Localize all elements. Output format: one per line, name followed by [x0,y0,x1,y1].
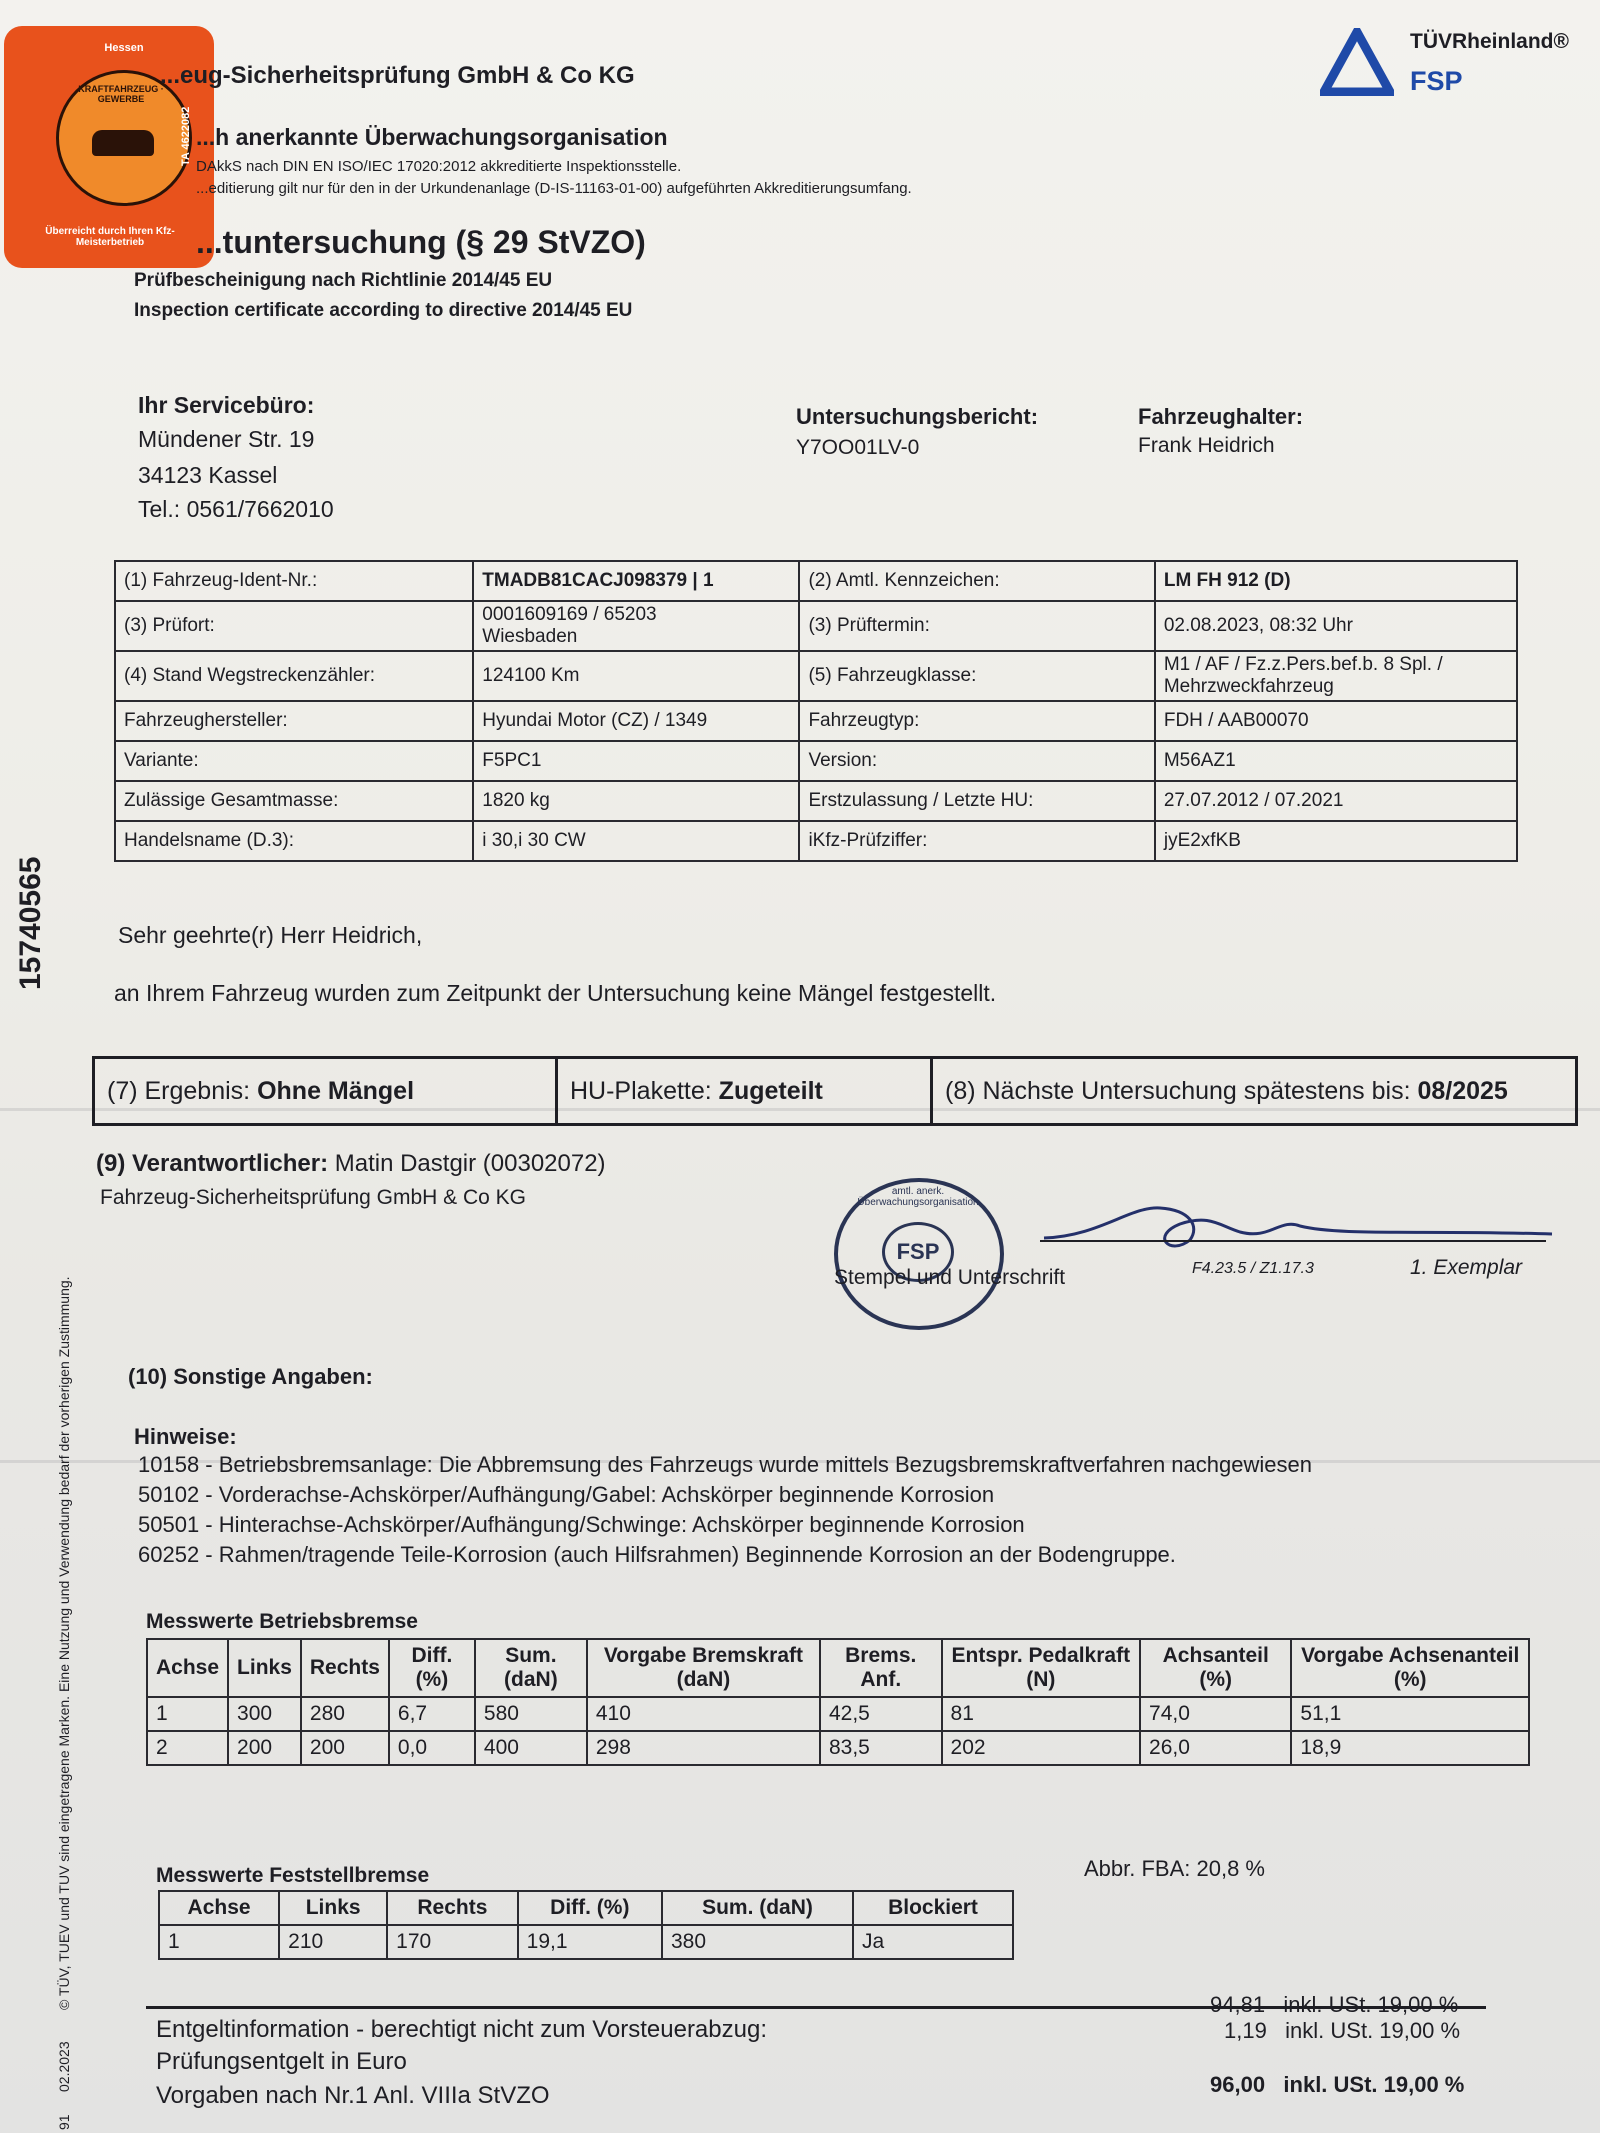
parking-column-header: Links [279,1891,387,1925]
hint-item: 50501 - Hinterachse-Achskörper/Aufhängung/Schwinge: Achskörper beginnende Korrosion [138,1512,1025,1537]
misc-label: (10) Sonstige Angaben: [128,1364,373,1389]
sticker-ring-text: KRAFTFAHRZEUG · GEWERBE [78,84,164,104]
table-row [147,1731,1529,1765]
brake-cell: 6,7 [389,1697,475,1731]
result-box [92,1056,1578,1126]
brake-cell: 81 [942,1697,1141,1731]
fee-amount-2-vat: inkl. USt. 19,00 % [1285,2018,1461,2043]
plakette-value: Zugeteilt [718,1076,823,1105]
plakette-label: HU-Plakette: [570,1076,712,1105]
vehicle-row [115,561,1517,601]
subtitle-en: Inspection certificate according to directive 2014/45 EU [134,300,633,321]
vehicle-field-value: F5PC1 [473,741,799,781]
vehicle-field-label: Handelsname (D.3): [115,821,473,861]
company-name: ...eug-Sicherheitsprüfung GmbH & Co KG [160,62,635,89]
result-plakette [558,1059,933,1123]
greeting: Sehr geehrte(r) Herr Heidrich, [118,922,423,948]
ergebnis-value: Ohne Mängel [257,1076,415,1105]
brake-cell: 83,5 [820,1731,942,1765]
vehicle-row [115,821,1517,861]
brake-cell: 200 [301,1731,389,1765]
service-phone: Tel.: 0561/7662010 [138,496,334,522]
fees-info: Entgeltinformation - berechtigt nicht zum Vorsteuerabzug: [156,2016,767,2043]
vehicle-row [115,701,1517,741]
hint-item: 10158 - Betriebsbremsanlage: Die Abbremsung des Fahrzeugs wurde mittels Bezugsbremskraftverfahren nachgewiesen [138,1452,1312,1477]
service-street: Mündener Str. 19 [138,426,315,452]
parking-column-header: Achse [159,1891,279,1925]
vehicle-field-label: (1) Fahrzeug-Ident-Nr.: [115,561,473,601]
fee-total [1210,2072,1464,2098]
vehicle-row [115,601,1517,651]
vehicle-field-value: LM FH 912 (D) [1155,561,1517,601]
brake-column-header: Sum. (daN) [475,1639,587,1697]
side-code: 91 [56,2114,72,2130]
brake-cell: 202 [942,1731,1141,1765]
vehicle-field-label: Erstzulassung / Letzte HU: [799,781,1154,821]
vehicle-field-label: Fahrzeughersteller: [115,701,473,741]
hints-list [138,1450,1312,1570]
vehicle-field-value: 124100 Km [473,651,799,701]
brake-column-header: Vorgabe Achsenanteil (%) [1291,1639,1529,1697]
fees-label: Prüfungsentgelt in Euro [156,2048,407,2075]
stamp-label: Stempel und Unterschrift [834,1266,1066,1289]
parking-column-header: Sum. (daN) [662,1891,853,1925]
sticker-top-text: Hessen [104,42,144,54]
vehicle-field-value: TMADB81CACJ098379 | 1 [473,561,799,601]
owner-name: Frank Heidrich [1138,434,1275,457]
brake-column-header: Entspr. Pedalkraft (N) [942,1639,1141,1697]
fee-amount-2 [1224,2018,1460,2044]
report-label: Untersuchungsbericht: [796,404,1039,429]
fee-total-vat: inkl. USt. 19,00 % [1283,2072,1465,2097]
official-stamp [834,1178,1004,1330]
fee-amount-2-value: 1,19 [1224,2018,1267,2043]
hint-item: 60252 - Rahmen/tragende Teile-Korrosion (auch Hilfsrahmen) Beginnende Korrosion an der Bodengruppe. [138,1542,1176,1567]
owner-label: Fahrzeughalter: [1138,404,1304,429]
vehicle-field-value: jyE2xfKB [1155,821,1517,861]
vehicle-field-value: 1820 kg [473,781,799,821]
car-icon [92,130,154,156]
brake-table-title: Messwerte Betriebsbremse [146,1610,418,1633]
parking-brake-table [158,1890,1014,1960]
vehicle-field-label: (5) Fahrzeugklasse: [799,651,1154,701]
table-row [159,1925,1013,1959]
side-document-number: 15740565 [14,856,47,990]
parking-cell: 170 [387,1925,518,1959]
vehicle-field-label: iKfz-Prüfziffer: [799,821,1154,861]
copy-number: 1. Exemplar [1410,1256,1523,1279]
fee-amount-1-vat: inkl. USt. 19,00 % [1283,1992,1459,2017]
vehicle-field-value: 02.08.2023, 08:32 Uhr [1155,601,1517,651]
parking-column-header: Rechts [387,1891,518,1925]
parking-header-row [159,1891,1013,1925]
side-legal-notice: © TÜV, TUEV und TUV sind eingetragene Marken. Eine Nutzung und Verwendung bedarf der vorherigen Zustimmung. [56,1276,72,2010]
brake-column-header: Vorgabe Bremskraft (daN) [587,1639,820,1697]
fee-amount-1 [1210,1992,1458,2018]
responsible-name: Matin Dastgir (00302072) [334,1150,606,1177]
parking-cell: 19,1 [518,1925,662,1959]
brake-cell: 2 [147,1731,228,1765]
document-title: ...tuntersuchung (§ 29 StVZO) [196,224,646,260]
parking-column-header: Diff. (%) [518,1891,662,1925]
brake-column-header: Brems. Anf. [820,1639,942,1697]
result-ergebnis [95,1059,558,1123]
fee-amount-1-value: 94,81 [1210,1992,1266,2017]
brake-cell: 200 [228,1731,301,1765]
vehicle-field-value: 27.07.2012 / 07.2021 [1155,781,1517,821]
vehicle-row [115,651,1517,701]
vehicle-field-value: Hyundai Motor (CZ) / 1349 [473,701,799,741]
vehicle-field-label: Zulässige Gesamtmasse: [115,781,473,821]
brake-cell: 1 [147,1697,228,1731]
hint-item: 50102 - Vorderachse-Achskörper/Aufhängung/Gabel: Achskörper beginnende Korrosion [138,1482,995,1507]
parking-cell: 210 [279,1925,387,1959]
sticker-bottom-text: Überreicht durch Ihren Kfz-Meisterbetrieb [45,226,175,248]
result-next-inspection [933,1059,1575,1123]
subtitle-de: Prüfbescheinigung nach Richtlinie 2014/45 EU [134,270,553,291]
ergebnis-label: (7) Ergebnis: [107,1076,251,1105]
fees-rule: Vorgaben nach Nr.1 Anl. VIIIa StVZO [156,2082,550,2109]
hints-label: Hinweise: [134,1424,237,1449]
brake-column-header: Links [228,1639,301,1697]
parking-table-title: Messwerte Feststellbremse [156,1864,430,1887]
stamp-fsp: FSP [882,1222,954,1282]
brake-column-header: Achsanteil (%) [1140,1639,1291,1697]
vehicle-field-value: 0001609169 / 65203 Wiesbaden [473,601,799,651]
vehicle-field-value: i 30,i 30 CW [473,821,799,861]
parking-cell: Ja [853,1925,1013,1959]
brake-cell: 280 [301,1697,389,1731]
next-inspection-label: (8) Nächste Untersuchung spätestens bis: [945,1076,1411,1105]
report-number: Y7OO01LV-0 [796,436,920,459]
parking-cell: 380 [662,1925,853,1959]
brake-cell: 74,0 [1140,1697,1291,1731]
vehicle-field-value: M56AZ1 [1155,741,1517,781]
sticker-number: TA 4622082 [180,106,192,166]
service-city: 34123 Kassel [138,462,278,488]
responsible-company: Fahrzeug-Sicherheitsprüfung GmbH & Co KG [100,1186,527,1209]
brake-cell: 0,0 [389,1731,475,1765]
vehicle-field-value: M1 / AF / Fz.z.Pers.bef.b. 8 Spl. / Mehrzweckfahrzeug [1155,651,1517,701]
side-date: 02.2023 [56,2041,72,2092]
responsible-label: (9) Verantwortlicher: [96,1150,329,1177]
tuv-fsp: FSP [1410,66,1463,96]
brake-cell: 18,9 [1291,1731,1529,1765]
vehicle-field-label: (2) Amtl. Kennzeichen: [799,561,1154,601]
brake-cell: 298 [587,1731,820,1765]
vehicle-field-label: Version: [799,741,1154,781]
vehicle-data-table [114,560,1518,862]
accreditation-line-1: DAkkS nach DIN EN ISO/IEC 17020:2012 akkreditierte Inspektionsstelle. [196,158,682,175]
service-label: Ihr Servicebüro: [138,392,315,418]
service-brake-table [146,1638,1530,1766]
fee-total-value: 96,00 [1210,2072,1266,2097]
accreditation-line-2: ...editierung gilt nur für den in der Urkundenanlage (D-IS-11163-01-00) aufgeführten Akkreditierungsumfang. [196,180,912,197]
fba-value: Abbr. FBA: 20,8 % [1084,1856,1265,1881]
brake-cell: 580 [475,1697,587,1731]
vehicle-field-label: Variante: [115,741,473,781]
brake-cell: 400 [475,1731,587,1765]
table-row [147,1697,1529,1731]
vehicle-field-label: Fahrzeugtyp: [799,701,1154,741]
tuv-triangle-icon [1320,28,1394,96]
vehicle-field-label: (3) Prüfort: [115,601,473,651]
parking-column-header: Blockiert [853,1891,1013,1925]
signature-line [1040,1240,1546,1242]
stamp-ring-text: amtl. anerk. Überwachungsorganisation [857,1186,979,1208]
parking-cell: 1 [159,1925,279,1959]
brake-column-header: Achse [147,1639,228,1697]
brake-column-header: Diff. (%) [389,1639,475,1697]
tuv-brand: TÜVRheinland® [1410,30,1569,53]
vehicle-row [115,781,1517,821]
brake-cell: 300 [228,1697,301,1731]
result-sentence: an Ihrem Fahrzeug wurden zum Zeitpunkt der Untersuchung keine Mängel festgestellt. [114,980,997,1006]
vehicle-row [115,741,1517,781]
vehicle-field-label: (4) Stand Wegstreckenzähler: [115,651,473,701]
form-code: F4.23.5 / Z1.17.3 [1192,1260,1314,1277]
vehicle-field-label: (3) Prüftermin: [799,601,1154,651]
organisation: ...h anerkannte Überwachungsorganisation [196,124,668,150]
brake-column-header: Rechts [301,1639,389,1697]
responsible-line [96,1150,606,1178]
vehicle-field-value: FDH / AAB00070 [1155,701,1517,741]
brake-cell: 26,0 [1140,1731,1291,1765]
brake-cell: 42,5 [820,1697,942,1731]
next-inspection-value: 08/2025 [1417,1076,1508,1105]
brake-cell: 410 [587,1697,820,1731]
brake-cell: 51,1 [1291,1697,1529,1731]
brake-header-row [147,1639,1529,1697]
